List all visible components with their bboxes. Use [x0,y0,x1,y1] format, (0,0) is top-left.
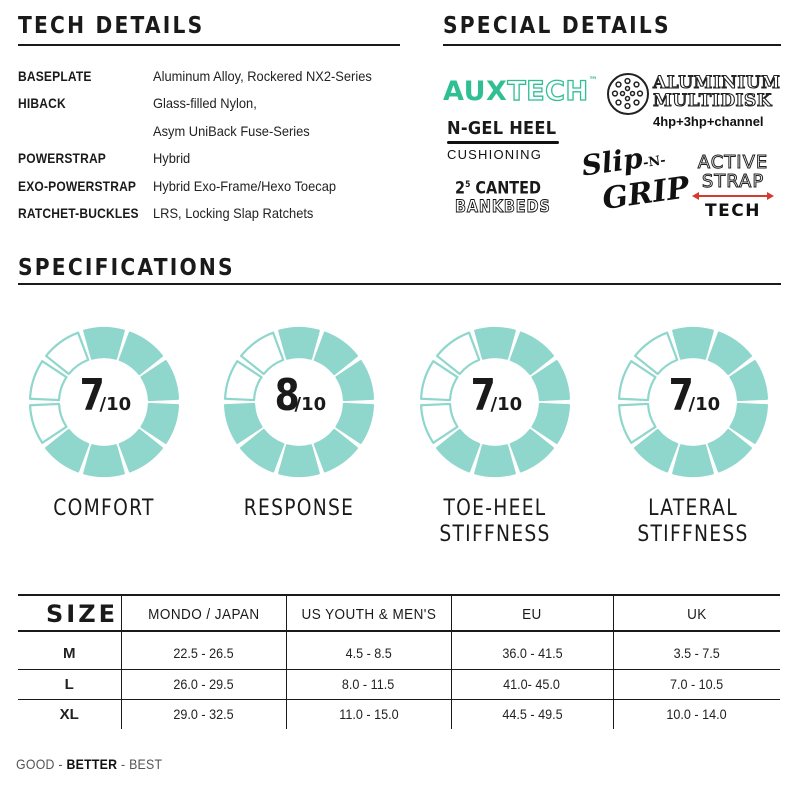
spec-value [603,370,783,421]
tech-key: HIBACK [18,95,66,111]
spec-score: 7 [668,370,692,421]
active-strap-tech-logo [690,153,776,221]
tech-value: Hybrid [153,150,191,166]
ngel-heel-logo [447,118,567,162]
ngel-title: N-GEL HEEL [447,118,557,139]
separator: - [117,756,130,772]
spec-score: 7 [470,370,494,421]
rating-segment-filled [279,445,319,476]
multidisk-line1: ALUMINIUM [653,73,781,93]
table-cell [613,631,780,669]
tech-row-powerstrap [18,146,193,170]
spec-score: 7 [79,370,103,421]
cell-text: 41.0- 45.0 [503,676,561,692]
spec-response [209,312,389,521]
cell-text: 26.0 - 29.5 [173,676,234,692]
us-youth-mens-header-text: US YOUTH & MEN'S [301,605,436,623]
table-cell [613,699,780,729]
tech-row-hiback [18,91,266,115]
size-cell: XL [59,705,79,723]
tech-key: RATCHET-BUCKLES [18,205,139,221]
rating-segment-filled [475,445,515,476]
spec-label-line1: LATERAL [648,496,738,521]
table-cell [286,699,451,729]
table-cell [451,631,613,669]
spec-max: /10 [490,394,523,415]
specifications-title: SPECIFICATIONS [18,255,235,281]
cell-text: 7.0 - 10.5 [670,676,724,692]
cell-text: 29.0 - 32.5 [173,706,234,723]
rating-segment-filled [475,328,515,359]
tech-details-title: TECH DETAILS [18,13,205,39]
spec-label [419,496,572,548]
table-row [18,631,780,669]
tech-key: EXO-POWERSTRAP [18,178,137,194]
multidisk-disc-icon [607,73,649,115]
multidisk-logo [607,71,782,131]
good-better-best-legend [16,756,162,772]
tech-key: POWERSTRAP [18,150,107,166]
active-strap-line1: ACTIVE [697,152,769,173]
special-details-rule [443,44,781,46]
spec-label-line1: TOE-HEEL [443,496,547,521]
cell-text: 44.5 - 49.5 [501,706,563,723]
spec-label-line2: STIFFNESS [439,522,551,547]
auxtech-logo [443,76,598,107]
rating-segment-filled [279,328,319,359]
multidisk-sub: 4hp+3hp+channel [653,114,764,129]
multidisk-line2: MULTIDISK [653,91,773,111]
spec-toe-heel-stiffness [405,312,585,547]
specifications-rule [18,283,781,285]
good-text: GOOD [16,756,55,772]
tech-row-exo-powerstrap [18,174,352,198]
slip-n-grip-logo [579,141,692,217]
spec-label [617,496,770,548]
tech-value: Aluminum Alloy, Rockered NX2-Series [153,68,372,84]
mondo-japan-header-text: MONDO / JAPAN [147,605,260,623]
auxtech-tech: TECH [507,76,589,107]
table-cell [451,669,613,699]
table-row [18,699,780,729]
slip-text: Slip [579,141,645,183]
ngel-bar [447,141,559,144]
spec-max: /10 [294,394,327,415]
best-text: BEST [129,756,163,772]
spec-value [405,370,585,421]
tech-row-baseplate [18,64,391,88]
table-cell [121,631,286,669]
mondo-japan-header [121,595,286,631]
table-cell [286,669,451,699]
auxtech-trademark: ™ [588,76,599,86]
canted-bankbeds-logo [455,176,565,216]
table-cell [451,699,613,729]
spec-label [28,496,181,522]
size-cell: L [64,675,74,693]
size-header: SIZE [46,600,119,628]
spec-max: /10 [99,394,132,415]
rating-segment-filled [673,445,713,476]
cell-text: 3.5 - 7.5 [673,645,720,662]
rating-segment-filled [84,328,124,359]
spec-max: /10 [688,394,721,415]
tech-value: Glass-filled Nylon, [153,95,257,111]
tech-row-hiback-cont [18,119,323,143]
spec-comfort [14,312,194,521]
canted-line1 [455,176,549,198]
tech-row-ratchet-buckles [18,201,327,225]
uk-header-text: UK [686,605,707,623]
spec-label-line1: RESPONSE [243,496,355,521]
cell-text: 36.0 - 41.5 [501,645,563,662]
special-details-title: SPECIAL DETAILS [443,13,671,39]
cell-text: 4.5 - 8.5 [345,645,392,662]
rating-segment-filled [84,445,124,476]
spec-lateral-stiffness [603,312,783,547]
size-cell: M [63,644,76,662]
better-text: BETTER [66,756,118,772]
active-strap-line2: STRAP [701,171,765,192]
spec-score: 8 [274,370,298,421]
canted-num: 2 [455,178,466,199]
canted-sup: 5 [465,180,471,190]
active-strap-line3: TECH [705,201,761,221]
us-youth-mens-header [286,595,451,631]
size-table [18,594,780,729]
separator: - [54,756,67,772]
rating-segment-filled [673,328,713,359]
tech-key: BASEPLATE [18,68,92,84]
cell-text: 11.0 - 15.0 [338,706,399,723]
cell-text: 8.0 - 11.5 [342,676,395,692]
grip-text: GRIP [600,170,692,217]
cell-text: 22.5 - 26.5 [173,645,234,662]
spec-value [14,370,194,421]
table-row [18,669,780,699]
table-cell [121,669,286,699]
tech-value: Asym UniBack Fuse-Series [153,123,310,139]
table-cell [286,631,451,669]
eu-header-text: EU [522,605,542,623]
spec-value [209,370,389,421]
ngel-sub: CUSHIONING [447,147,543,162]
n-text: -N- [642,153,667,172]
tech-value: Hybrid Exo-Frame/Hexo Toecap [153,178,337,194]
uk-header [613,595,780,631]
tech-value: LRS, Locking Slap Ratchets [153,205,314,221]
table-cell [121,699,286,729]
tech-details-rule [18,44,400,46]
multidisk-name [653,74,780,110]
auxtech-aux: AUX [443,76,508,107]
spec-label-line2: STIFFNESS [637,522,749,547]
canted-line2: BANKBEDS [455,196,551,217]
table-cell [613,669,780,699]
double-arrow-icon [692,192,774,200]
spec-label-line1: COMFORT [53,496,155,521]
canted-word: CANTED [475,178,542,199]
size-table-header-row [18,595,780,631]
spec-label [223,496,376,522]
eu-header [451,595,613,631]
cell-text: 10.0 - 14.0 [666,706,727,723]
